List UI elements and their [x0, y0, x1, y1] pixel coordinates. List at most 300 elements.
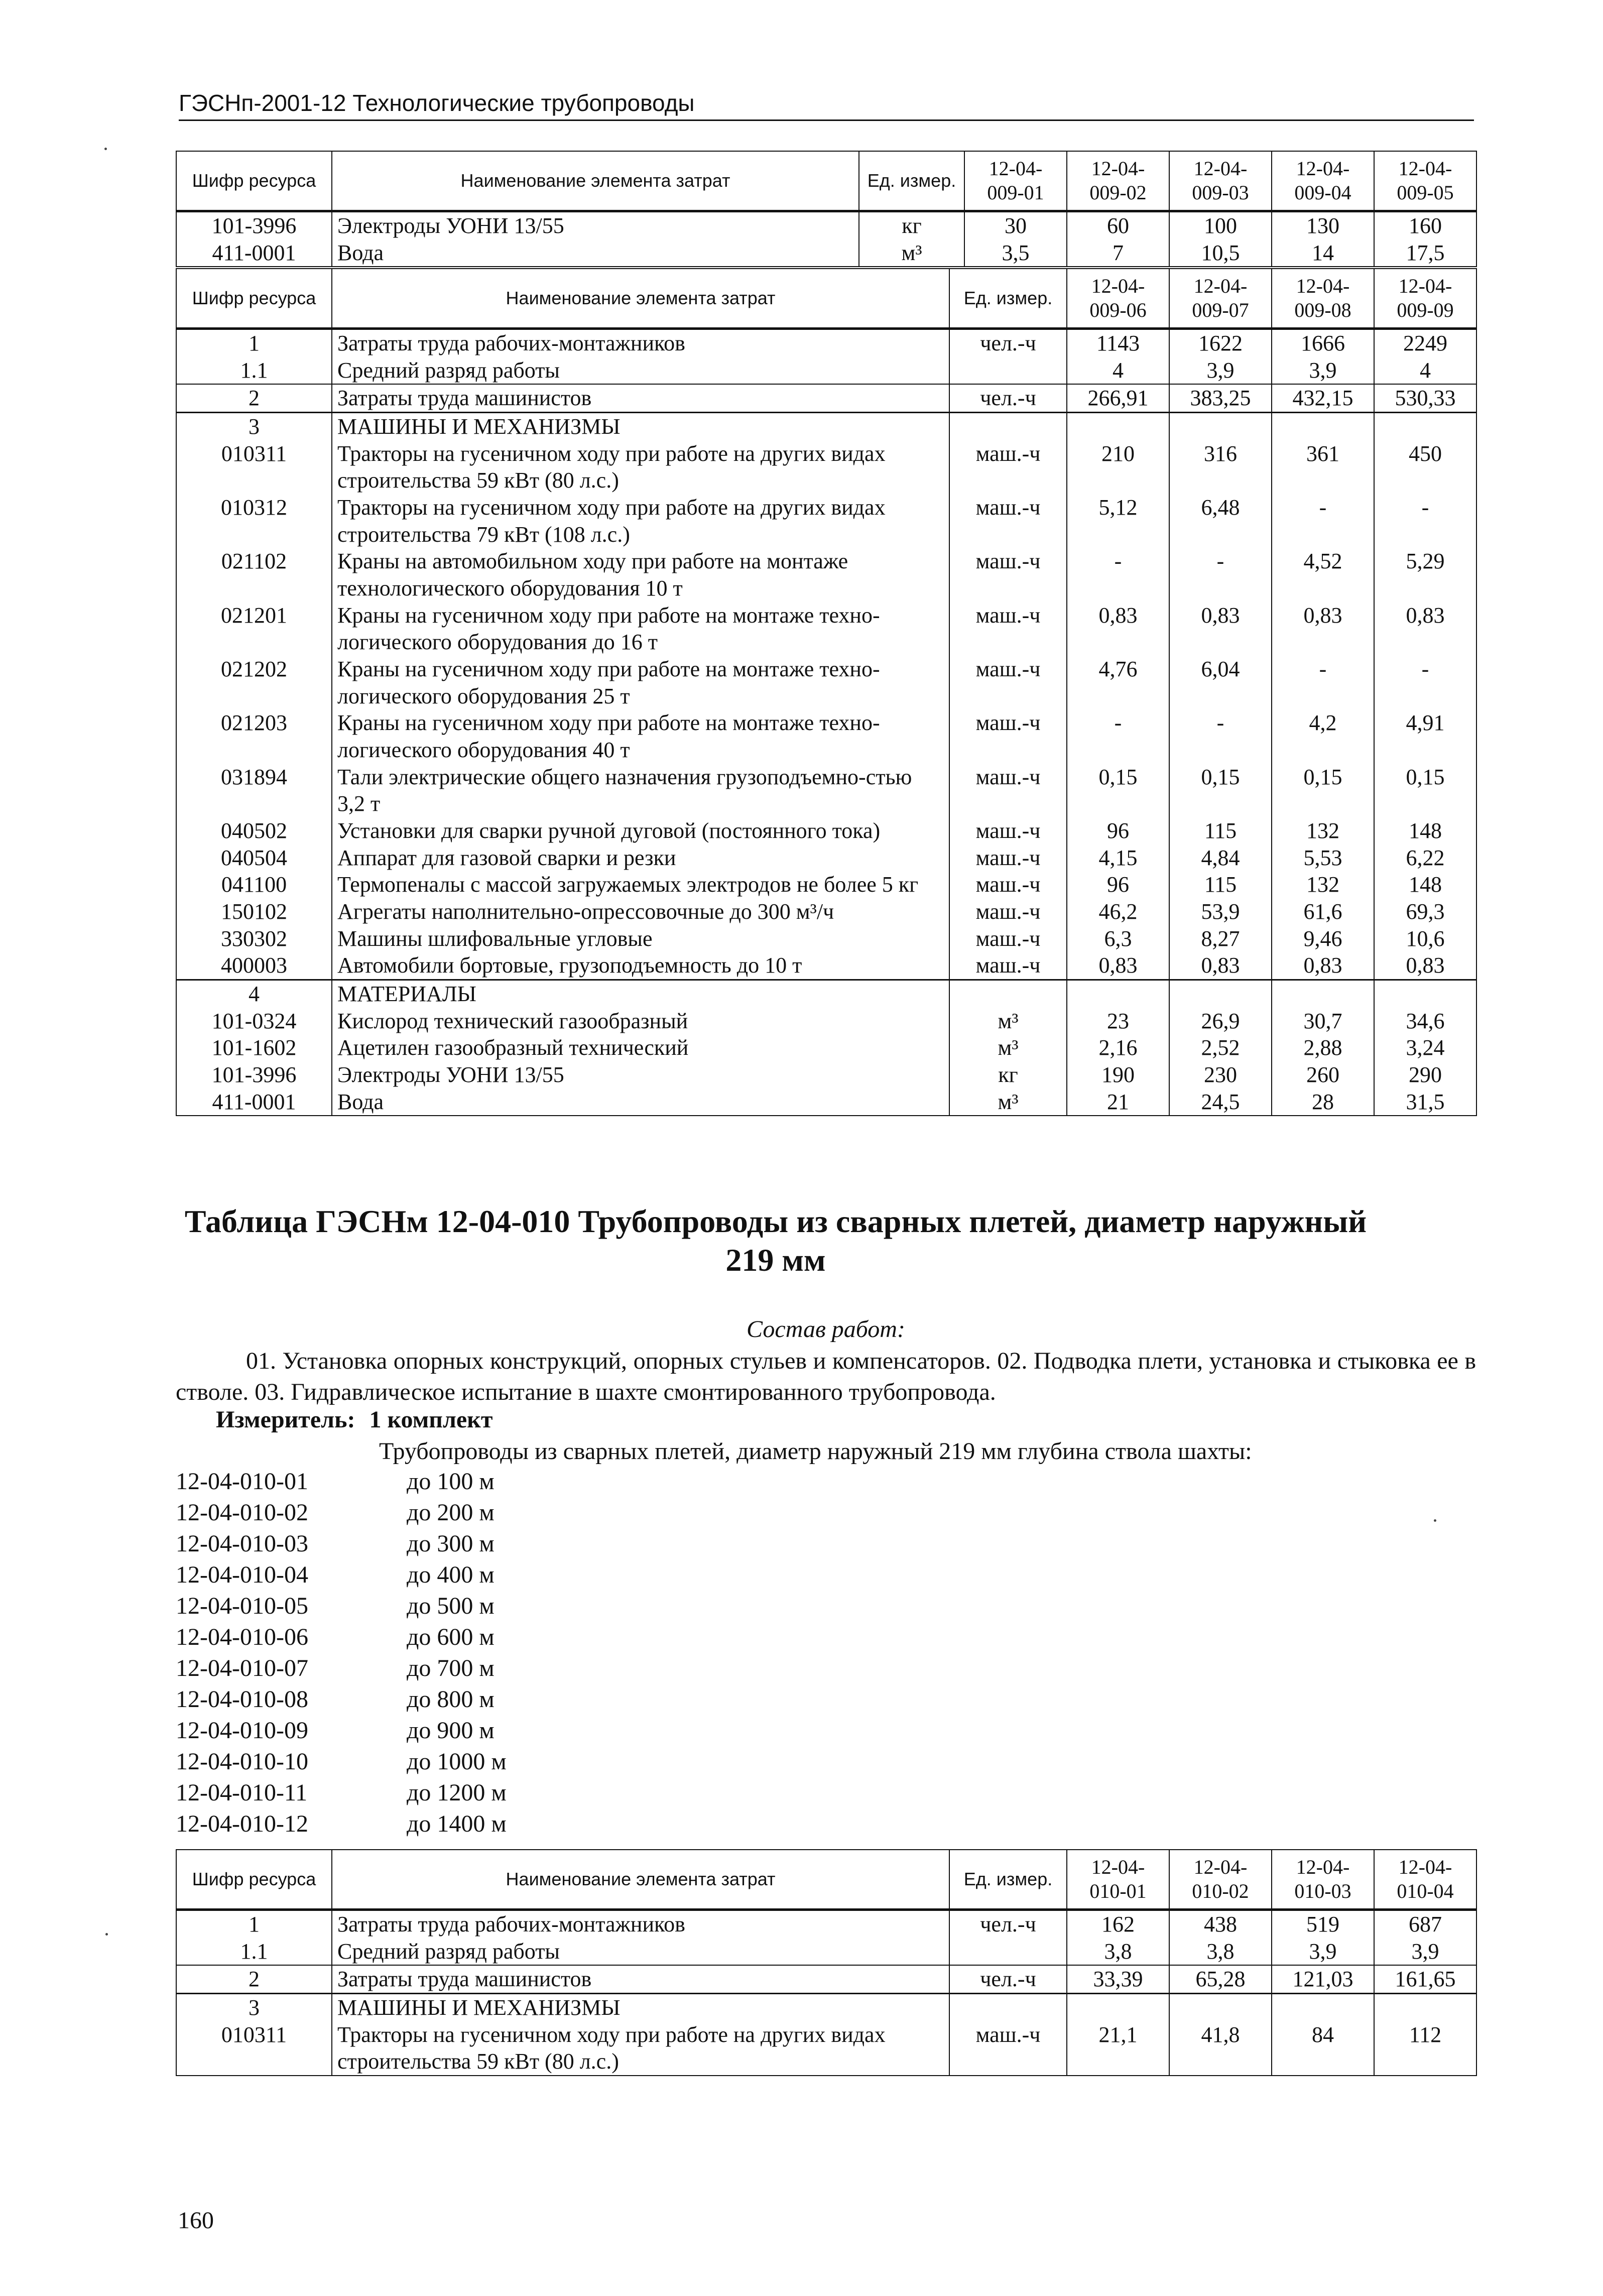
- cell-unit: маш.-ч: [949, 709, 1067, 763]
- cell-value: 4,91: [1374, 709, 1476, 763]
- cell-code: 040502: [176, 817, 332, 844]
- cell-value: 0,15: [1169, 764, 1272, 817]
- cell-value: 161,65: [1374, 1965, 1476, 1993]
- col-header-norm-code: 12-04- 009-07: [1169, 269, 1272, 329]
- cell-name: Аппарат для газовой сварки и резки: [332, 844, 949, 872]
- cell-value: 438: [1169, 1910, 1272, 1938]
- section-title: [176, 1202, 1376, 1280]
- col-header-norm-code: 12-04- 009-02: [1067, 151, 1169, 211]
- cell-value: 84: [1272, 2021, 1374, 2076]
- cell-value: 121,03: [1272, 1965, 1374, 1993]
- cell-name: Затраты труда машинистов: [332, 384, 949, 412]
- item-code: 12-04-010-07: [176, 1655, 308, 1681]
- col-header-norm-code: 12-04- 009-09: [1374, 269, 1476, 329]
- cell-unit: маш.-ч: [949, 2021, 1067, 2076]
- table-row: [176, 817, 1476, 844]
- cell-value: 3,8: [1067, 1938, 1169, 1966]
- cell-value: 46,2: [1067, 898, 1169, 925]
- item-code: 12-04-010-01: [176, 1468, 308, 1495]
- cell-value: 4,84: [1169, 844, 1272, 872]
- cell-code: 411-0001: [176, 239, 332, 267]
- cell-value: [1374, 1994, 1476, 2021]
- cell-value: [1169, 1994, 1272, 2021]
- cell-code: 4: [176, 980, 332, 1008]
- scan-speck: [105, 1933, 108, 1936]
- cell-value: 5,53: [1272, 844, 1374, 872]
- cell-code: 010312: [176, 494, 332, 548]
- table-row: [176, 602, 1476, 656]
- cell-name: Электроды УОНИ 13/55: [332, 211, 859, 239]
- item-code: 12-04-010-09: [176, 1717, 308, 1744]
- cell-code: 021203: [176, 709, 332, 763]
- cell-value: 2,88: [1272, 1034, 1374, 1061]
- cell-value: 3,9: [1272, 1938, 1374, 1966]
- cell-code: 101-1602: [176, 1034, 332, 1061]
- cell-unit: чел.-ч: [949, 329, 1067, 357]
- cell-code: 2: [176, 384, 332, 412]
- cell-value: 61,6: [1272, 898, 1374, 925]
- table-row: [176, 980, 1476, 1008]
- item-code: 12-04-010-02: [176, 1499, 308, 1526]
- table-row: [176, 709, 1476, 763]
- cell-name: Машины шлифовальные угловые: [332, 925, 949, 952]
- cell-name: Установки для сварки ручной дуговой (постоянного тока): [332, 817, 949, 844]
- item-depth: до 100 м: [407, 1468, 495, 1495]
- cell-value: 290: [1374, 1061, 1476, 1089]
- table-row: [176, 764, 1476, 817]
- cell-value: 60: [1067, 211, 1169, 239]
- running-header: ГЭСНп-2001-12 Технологические трубопроводы: [179, 89, 1474, 121]
- cell-value: 21,1: [1067, 2021, 1169, 2076]
- col-header-norm-code: 12-04- 010-04: [1374, 1850, 1476, 1910]
- cell-value: 33,39: [1067, 1965, 1169, 1993]
- cell-code: 400003: [176, 952, 332, 980]
- cell-value: 148: [1374, 871, 1476, 898]
- cell-name: Средний разряд работы: [332, 1938, 949, 1966]
- cell-code: 101-0324: [176, 1008, 332, 1035]
- cell-unit: м³: [949, 1034, 1067, 1061]
- cell-value: 432,15: [1272, 384, 1374, 412]
- cell-name: Кислород технический газообразный: [332, 1008, 949, 1035]
- table-row: [176, 1965, 1476, 1993]
- cell-value: 4,76: [1067, 656, 1169, 709]
- cell-value: 112: [1374, 2021, 1476, 2076]
- cell-unit: чел.-ч: [949, 1965, 1067, 1993]
- cell-value: 21: [1067, 1089, 1169, 1116]
- table-row: [176, 239, 1476, 267]
- cell-code: 1.1: [176, 357, 332, 385]
- cell-unit: чел.-ч: [949, 1910, 1067, 1938]
- cell-code: 031894: [176, 764, 332, 817]
- cell-unit: маш.-ч: [949, 898, 1067, 925]
- cell-unit: маш.-ч: [949, 656, 1067, 709]
- cell-unit: маш.-ч: [949, 440, 1067, 494]
- cell-unit: маш.-ч: [949, 494, 1067, 548]
- cell-value: 30,7: [1272, 1008, 1374, 1035]
- scan-speck: [104, 148, 107, 150]
- cell-value: 160: [1374, 211, 1476, 239]
- cell-value: 0,83: [1067, 952, 1169, 980]
- cell-value: -: [1169, 709, 1272, 763]
- cell-name: Электроды УОНИ 13/55: [332, 1061, 949, 1089]
- item-depth: до 500 м: [407, 1593, 495, 1619]
- cell-value: 0,83: [1374, 952, 1476, 980]
- cell-value: 8,27: [1169, 925, 1272, 952]
- cell-name: Термопеналы с массой загружаемых электродов не более 5 кг: [332, 871, 949, 898]
- table-row: [176, 357, 1476, 385]
- col-header-unit: Ед. измер.: [859, 151, 964, 211]
- col-header-unit: Ед. измер.: [949, 269, 1067, 329]
- resource-table-010-01-04: [176, 1849, 1477, 2076]
- cell-value: 190: [1067, 1061, 1169, 1089]
- cell-unit: маш.-ч: [949, 548, 1067, 601]
- table-row: [176, 1994, 1476, 2021]
- cell-code: 2: [176, 1965, 332, 1993]
- cell-code: 1: [176, 329, 332, 357]
- item-code-row: [176, 1653, 507, 1684]
- cell-name: МАШИНЫ И МЕХАНИЗМЫ: [332, 413, 949, 440]
- col-header-code: Шифр ресурса: [176, 269, 332, 329]
- cell-code: 041100: [176, 871, 332, 898]
- table-row: [176, 494, 1476, 548]
- cell-value: 0,15: [1067, 764, 1169, 817]
- item-code-row: [176, 1466, 507, 1497]
- cell-code: 3: [176, 1994, 332, 2021]
- table-row: [176, 548, 1476, 601]
- cell-value: 115: [1169, 871, 1272, 898]
- cell-value: 4: [1067, 357, 1169, 385]
- cell-value: -: [1067, 548, 1169, 601]
- cell-code: 101-3996: [176, 211, 332, 239]
- table-header-row: [176, 1850, 1476, 1910]
- cell-unit: м³: [949, 1089, 1067, 1116]
- cell-value: 14: [1272, 239, 1374, 267]
- cell-value: 1143: [1067, 329, 1169, 357]
- item-depth: до 700 м: [407, 1655, 495, 1681]
- col-header-norm-code: 12-04- 009-06: [1067, 269, 1169, 329]
- item-depth: до 1400 м: [407, 1810, 507, 1837]
- item-code: 12-04-010-12: [176, 1810, 308, 1837]
- cell-value: 1622: [1169, 329, 1272, 357]
- cell-code: 1.1: [176, 1938, 332, 1966]
- cell-value: 3,9: [1374, 1938, 1476, 1966]
- col-header-norm-code: 12-04- 009-03: [1169, 151, 1272, 211]
- page-number: 160: [178, 2207, 214, 2234]
- cell-value: 2249: [1374, 329, 1476, 357]
- cell-code: 3: [176, 413, 332, 440]
- table-row: [176, 898, 1476, 925]
- cell-value: [1067, 413, 1169, 440]
- cell-value: 130: [1272, 211, 1374, 239]
- cell-value: [1272, 413, 1374, 440]
- cell-value: [1374, 413, 1476, 440]
- item-code: 12-04-010-03: [176, 1530, 308, 1557]
- col-header-name: Наименование элемента затрат: [332, 151, 859, 211]
- cell-unit: кг: [859, 211, 964, 239]
- work-composition-text: 01. Установка опорных конструкций, опорных стульев и компенсаторов. 02. Подводка плети, установка и стыковка ее в стволе. 03. Гидравлическое испытание в шахте смонтированного трубопровода.: [176, 1348, 1476, 1406]
- cell-unit: м³: [949, 1008, 1067, 1035]
- item-depth: до 1200 м: [407, 1779, 507, 1806]
- table-row: [176, 1008, 1476, 1035]
- cell-code: 010311: [176, 2021, 332, 2076]
- cell-value: 0,83: [1067, 602, 1169, 656]
- table-row: [176, 871, 1476, 898]
- cell-value: -: [1067, 709, 1169, 763]
- cell-name: Краны на гусеничном ходу при работе на монтаже техно-логического оборудования 40 т: [332, 709, 949, 763]
- cell-value: 132: [1272, 817, 1374, 844]
- cell-value: 5,29: [1374, 548, 1476, 601]
- item-code-row: [176, 1777, 507, 1808]
- cell-value: 162: [1067, 1910, 1169, 1938]
- item-code-row: [176, 1808, 507, 1840]
- cell-code: 021201: [176, 602, 332, 656]
- cell-value: 53,9: [1169, 898, 1272, 925]
- cell-name: Ацетилен газообразный технический: [332, 1034, 949, 1061]
- col-header-name: Наименование элемента затрат: [332, 1850, 949, 1910]
- cell-value: 383,25: [1169, 384, 1272, 412]
- cell-value: 0,83: [1272, 602, 1374, 656]
- cell-value: 361: [1272, 440, 1374, 494]
- cell-value: 24,5: [1169, 1089, 1272, 1116]
- col-header-norm-code: 12-04- 009-05: [1374, 151, 1476, 211]
- item-code-row: [176, 1622, 507, 1653]
- cell-value: 6,22: [1374, 844, 1476, 872]
- item-code: 12-04-010-11: [176, 1779, 308, 1806]
- cell-unit: м³: [859, 239, 964, 267]
- table-row: [176, 1061, 1476, 1089]
- cell-value: 1666: [1272, 329, 1374, 357]
- cell-value: 65,28: [1169, 1965, 1272, 1993]
- cell-value: 6,48: [1169, 494, 1272, 548]
- cell-value: 0,83: [1374, 602, 1476, 656]
- cell-value: 4,2: [1272, 709, 1374, 763]
- cell-value: 450: [1374, 440, 1476, 494]
- item-code-row: [176, 1746, 507, 1777]
- cell-value: -: [1169, 548, 1272, 601]
- table-row: [176, 440, 1476, 494]
- table-row: [176, 656, 1476, 709]
- cell-value: 10,6: [1374, 925, 1476, 952]
- scan-speck: [1434, 1519, 1436, 1522]
- cell-unit: маш.-ч: [949, 952, 1067, 980]
- cell-value: 4: [1374, 357, 1476, 385]
- cell-code: 1: [176, 1910, 332, 1938]
- cell-value: 148: [1374, 817, 1476, 844]
- cell-value: 6,3: [1067, 925, 1169, 952]
- table-row: [176, 1938, 1476, 1966]
- table-row: [176, 1910, 1476, 1938]
- cell-unit: чел.-ч: [949, 384, 1067, 412]
- item-code-list: [176, 1466, 507, 1840]
- col-header-norm-code: 12-04- 009-04: [1272, 151, 1374, 211]
- cell-value: 210: [1067, 440, 1169, 494]
- cell-code: 021102: [176, 548, 332, 601]
- resource-table-009-06-09: [176, 268, 1477, 1116]
- cell-value: 26,9: [1169, 1008, 1272, 1035]
- item-code: 12-04-010-05: [176, 1593, 308, 1619]
- cell-value: 96: [1067, 871, 1169, 898]
- section-title-line2: 219 мм: [725, 1242, 826, 1278]
- cell-unit: маш.-ч: [949, 764, 1067, 817]
- item-code-row: [176, 1559, 507, 1591]
- col-header-norm-code: 12-04- 010-03: [1272, 1850, 1374, 1910]
- cell-name: Тракторы на гусеничном ходу при работе на других видах строительства 59 кВт (80 л.с.): [332, 2021, 949, 2076]
- cell-name: Краны на автомобильном ходу при работе на монтаже технологического оборудования 10 т: [332, 548, 949, 601]
- col-header-code: Шифр ресурса: [176, 151, 332, 211]
- cell-code: 010311: [176, 440, 332, 494]
- item-code: 12-04-010-04: [176, 1561, 308, 1588]
- cell-unit: [949, 357, 1067, 385]
- item-depth: до 900 м: [407, 1717, 495, 1744]
- cell-name: Средний разряд работы: [332, 357, 949, 385]
- cell-unit: маш.-ч: [949, 925, 1067, 952]
- cell-name: МАШИНЫ И МЕХАНИЗМЫ: [332, 1994, 949, 2021]
- cell-value: 266,91: [1067, 384, 1169, 412]
- table-row: [176, 952, 1476, 980]
- table-row: [176, 329, 1476, 357]
- cell-name: Тракторы на гусеничном ходу при работе на других видах строительства 59 кВт (80 л.с.): [332, 440, 949, 494]
- table-row: [176, 844, 1476, 872]
- table-header-row: [176, 151, 1476, 211]
- cell-name: Краны на гусеничном ходу при работе на монтаже техно-логического оборудования 25 т: [332, 656, 949, 709]
- cell-value: 96: [1067, 817, 1169, 844]
- cell-name: Тали электрические общего назначения грузоподъемно-стью 3,2 т: [332, 764, 949, 817]
- item-code-row: [176, 1497, 507, 1528]
- measure-label: Измеритель:: [216, 1406, 355, 1433]
- cell-value: 0,15: [1272, 764, 1374, 817]
- cell-value: [1272, 980, 1374, 1008]
- cell-value: 3,8: [1169, 1938, 1272, 1966]
- cell-name: Агрегаты наполнительно-опрессовочные до 300 м³/ч: [332, 898, 949, 925]
- item-depth: до 800 м: [407, 1686, 495, 1713]
- col-header-norm-code: 12-04- 009-08: [1272, 269, 1374, 329]
- cell-unit: кг: [949, 1061, 1067, 1089]
- cell-value: [1272, 1994, 1374, 2021]
- cell-value: -: [1272, 494, 1374, 548]
- cell-unit: маш.-ч: [949, 817, 1067, 844]
- cell-name: Затраты труда машинистов: [332, 1965, 949, 1993]
- cell-value: 69,3: [1374, 898, 1476, 925]
- cell-value: [1067, 1994, 1169, 2021]
- work-composition-label: Состав работ:: [747, 1316, 905, 1343]
- cell-value: 4,52: [1272, 548, 1374, 601]
- cell-value: 100: [1169, 211, 1272, 239]
- measure-line: [216, 1406, 492, 1433]
- cell-unit: маш.-ч: [949, 602, 1067, 656]
- items-intro: Трубопроводы из сварных плетей, диаметр наружный 219 мм глубина ствола шахты:: [379, 1438, 1252, 1465]
- cell-unit: [949, 980, 1067, 1008]
- cell-value: 260: [1272, 1061, 1374, 1089]
- item-depth: до 300 м: [407, 1530, 495, 1557]
- cell-value: 0,83: [1169, 602, 1272, 656]
- cell-value: 687: [1374, 1910, 1476, 1938]
- cell-value: 5,12: [1067, 494, 1169, 548]
- cell-name: Вода: [332, 239, 859, 267]
- cell-value: 230: [1169, 1061, 1272, 1089]
- cell-unit: [949, 1994, 1067, 2021]
- cell-value: 132: [1272, 871, 1374, 898]
- col-header-norm-code: 12-04- 009-01: [964, 151, 1067, 211]
- cell-value: 3,9: [1272, 357, 1374, 385]
- cell-value: 41,8: [1169, 2021, 1272, 2076]
- section-title-line1: Таблица ГЭСНм 12-04-010 Трубопроводы из сварных плетей, диаметр наружный: [184, 1203, 1367, 1239]
- item-code-row: [176, 1715, 507, 1746]
- cell-value: [1169, 413, 1272, 440]
- cell-name: МАТЕРИАЛЫ: [332, 980, 949, 1008]
- cell-name: Затраты труда рабочих-монтажников: [332, 1910, 949, 1938]
- table-row: [176, 2021, 1476, 2076]
- cell-value: 115: [1169, 817, 1272, 844]
- cell-value: 2,16: [1067, 1034, 1169, 1061]
- cell-value: 28: [1272, 1089, 1374, 1116]
- cell-value: 0,83: [1169, 952, 1272, 980]
- cell-unit: [949, 413, 1067, 440]
- cell-value: 31,5: [1374, 1089, 1476, 1116]
- cell-name: Затраты труда рабочих-монтажников: [332, 329, 949, 357]
- cell-value: -: [1272, 656, 1374, 709]
- cell-name: Краны на гусеничном ходу при работе на монтаже техно-логического оборудования до 16 т: [332, 602, 949, 656]
- cell-code: 330302: [176, 925, 332, 952]
- cell-value: 316: [1169, 440, 1272, 494]
- item-code-row: [176, 1528, 507, 1559]
- cell-value: 30: [964, 211, 1067, 239]
- cell-value: 0,83: [1272, 952, 1374, 980]
- cell-value: [1067, 980, 1169, 1008]
- col-header-unit: Ед. измер.: [949, 1850, 1067, 1910]
- cell-value: 4,15: [1067, 844, 1169, 872]
- cell-name: Автомобили бортовые, грузоподъемность до 10 т: [332, 952, 949, 980]
- cell-value: 34,6: [1374, 1008, 1476, 1035]
- table-row: [176, 1089, 1476, 1116]
- item-code-row: [176, 1591, 507, 1622]
- cell-code: 411-0001: [176, 1089, 332, 1116]
- table-header-row: [176, 269, 1476, 329]
- cell-value: 3,9: [1169, 357, 1272, 385]
- cell-value: 519: [1272, 1910, 1374, 1938]
- table-row: [176, 384, 1476, 412]
- col-header-name: Наименование элемента затрат: [332, 269, 949, 329]
- cell-value: 23: [1067, 1008, 1169, 1035]
- cell-value: 530,33: [1374, 384, 1476, 412]
- cell-unit: маш.-ч: [949, 844, 1067, 872]
- cell-code: 150102: [176, 898, 332, 925]
- item-code: 12-04-010-08: [176, 1686, 308, 1713]
- col-header-code: Шифр ресурса: [176, 1850, 332, 1910]
- cell-value: 6,04: [1169, 656, 1272, 709]
- cell-value: 0,15: [1374, 764, 1476, 817]
- cell-code: 021202: [176, 656, 332, 709]
- item-code-row: [176, 1684, 507, 1715]
- table-row: [176, 413, 1476, 440]
- cell-value: 17,5: [1374, 239, 1476, 267]
- cell-value: 10,5: [1169, 239, 1272, 267]
- measure-value: 1 комплект: [369, 1406, 493, 1433]
- item-code: 12-04-010-10: [176, 1748, 308, 1775]
- item-depth: до 1000 м: [407, 1748, 507, 1775]
- cell-value: 3,24: [1374, 1034, 1476, 1061]
- cell-name: Вода: [332, 1089, 949, 1116]
- cell-code: 040504: [176, 844, 332, 872]
- cell-code: 101-3996: [176, 1061, 332, 1089]
- cell-value: 2,52: [1169, 1034, 1272, 1061]
- resource-table-009-01-05: [176, 151, 1477, 267]
- cell-value: 9,46: [1272, 925, 1374, 952]
- cell-unit: маш.-ч: [949, 871, 1067, 898]
- cell-value: [1374, 980, 1476, 1008]
- col-header-norm-code: 12-04- 010-02: [1169, 1850, 1272, 1910]
- table-row: [176, 211, 1476, 239]
- cell-value: 7: [1067, 239, 1169, 267]
